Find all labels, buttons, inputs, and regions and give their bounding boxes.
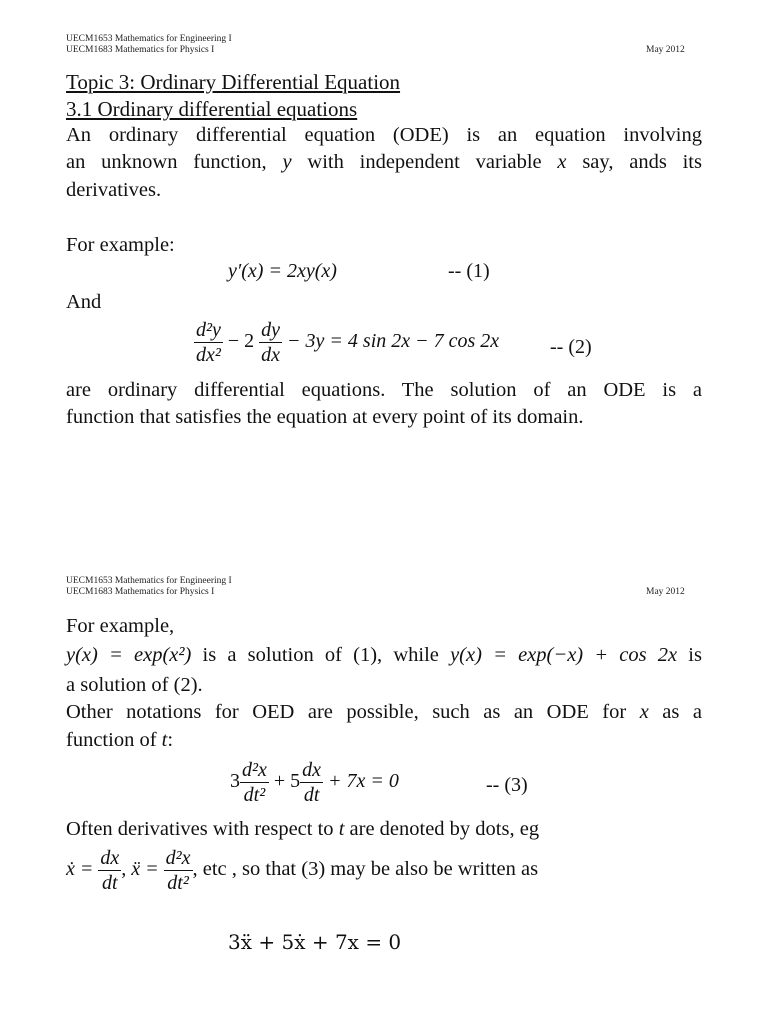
equation-1-label: -- (1)	[448, 260, 490, 282]
header-date: May 2012	[646, 587, 685, 597]
section-title: 3.1 Ordinary differential equations	[66, 97, 358, 121]
header-course-1: UECM1653 Mathematics for Engineering I	[66, 34, 232, 44]
for-example-label: For example:	[66, 234, 175, 256]
eq3-frac-dx-dt: $\frac{dx}{dt}$	[302, 759, 322, 806]
and-label: And	[66, 291, 102, 313]
equation-2: $\frac{\text{d²y}}{\text{dx²}}$ − 2 $\frac{dy}{dx}$ − 3y = 4 sin 2x − 7 cos 2x	[196, 319, 500, 366]
header-course-1: UECM1653 Mathematics for Engineering I	[66, 576, 232, 586]
solution-line-1: y(x) = exp(x²) is a solution of (1), while y(x) = exp(−x) + cos 2x is	[66, 644, 702, 666]
for-example-label: For example,	[66, 615, 175, 637]
header-date: May 2012	[646, 45, 685, 55]
topic-title: Topic 3: Ordinary Differential Equation	[66, 70, 401, 94]
final-equation: 3ẍ + 5ẋ + 7x = 0	[228, 930, 402, 954]
notation-line-2: function of t:	[66, 729, 174, 751]
eq2-frac-d2y-dx2: $\frac{\text{d²y}}{\text{dx²}}$	[196, 319, 221, 366]
eq3-frac-d2x-dt2: $\frac{\text{d²x}}{\text{dt²}}$	[242, 759, 267, 806]
equation-1: y′(x) = 2xy(x)	[228, 260, 337, 282]
dot-notation-definition: ẋ = $\frac{dx}{dt}$ , ẍ = $\frac{\text{d²x}}{\text{dt²}}$ , etc , so that (3) may be also be written as	[66, 847, 539, 894]
equation-3-label: -- (3)	[486, 774, 528, 796]
para1-line1: An ordinary differential equation (ODE) is an equation involving	[66, 124, 702, 146]
para1-line3: derivatives.	[66, 179, 162, 201]
dots-line: Often derivatives with respect to t are denoted by dots, eg	[66, 818, 540, 840]
notation-line-1: Other notations for OED are possible, such as an ODE for x as a	[66, 701, 702, 723]
dot-frac-d2x-dt2: $\frac{\text{d²x}}{\text{dt²}}$	[165, 847, 191, 894]
solution-line-2: a solution of (2).	[66, 674, 203, 696]
dot-frac-dx-dt: $\frac{dx}{dt}$	[100, 847, 120, 894]
para1-line2: an unknown function, y with independent variable x say, ands its	[66, 151, 702, 173]
header-course-2: UECM1683 Mathematics for Physics I	[66, 45, 215, 55]
header-course-2: UECM1683 Mathematics for Physics I	[66, 587, 215, 597]
para2-line2: function that satisfies the equation at every point of its domain.	[66, 406, 584, 428]
eq2-frac-dy-dx: $\frac{dy}{dx}$	[261, 319, 281, 366]
equation-2-label: -- (2)	[550, 336, 592, 358]
para2-line1: are ordinary differential equations. The solution of an ODE is a	[66, 379, 702, 401]
equation-3: 3 $\frac{\text{d²x}}{\text{dt²}}$ + 5 $\frac{dx}{dt}$ + 7x = 0	[230, 759, 399, 806]
